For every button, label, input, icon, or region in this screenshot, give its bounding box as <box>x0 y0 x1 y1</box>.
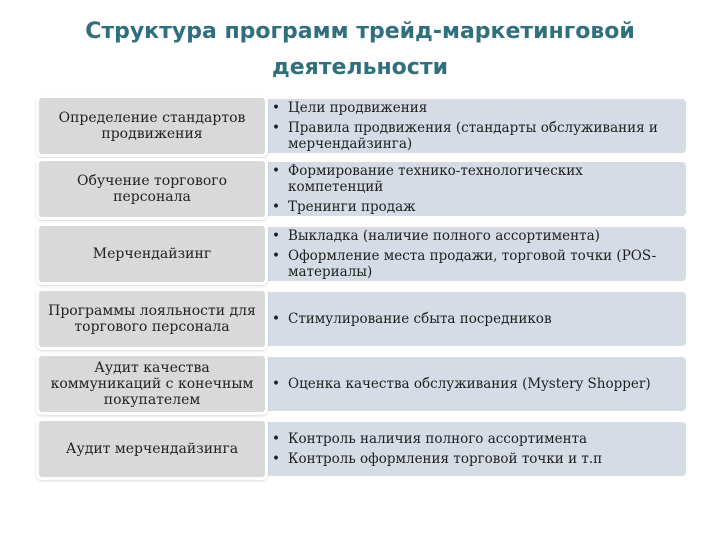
row-category <box>36 223 268 285</box>
row-details <box>256 162 686 216</box>
row-merchandising-audit <box>36 418 686 480</box>
bullet-item: • Формирование технико-технологических компетенций <box>288 163 676 195</box>
row-category-label: Аудит мерчендайзинга <box>65 441 239 457</box>
row-category-label: Мерчендайзинг <box>92 246 212 262</box>
row-details <box>256 292 686 346</box>
bullet-item: • Контроль оформления торговой точки и т.п <box>288 451 676 467</box>
bullet-item: • Стимулирование сбыта посредников <box>288 311 676 327</box>
row-category <box>36 158 268 220</box>
row-details <box>256 99 686 153</box>
bullet-item: • Контроль наличия полного ассортимента <box>288 431 676 447</box>
row-details <box>256 227 686 281</box>
row-category-label: Определение стандартов продвижения <box>58 110 246 142</box>
bullet-item: • Выкладка (наличие полного ассортимента) <box>288 228 676 244</box>
bullet-item: • Правила продвижения (стандарты обслуживания и мерчендайзинга) <box>288 120 676 152</box>
row-category <box>36 418 268 480</box>
bullet-item: • Тренинги продаж <box>288 199 676 215</box>
title-line-2: деятельности <box>271 55 449 80</box>
row-category <box>36 353 268 415</box>
row-communication-audit <box>36 353 686 415</box>
page-title <box>0 14 720 86</box>
row-category-label: Обучение торгового персонала <box>76 173 228 205</box>
bullet-item: • Цели продвижения <box>288 100 676 116</box>
bullet-item: • Оценка качества обслуживания (Mystery Shopper) <box>288 376 676 392</box>
row-details <box>256 357 686 411</box>
title-line-1: Структура программ трейд-маркетинговой <box>85 19 635 44</box>
row-details <box>256 422 686 476</box>
row-loyalty-programs <box>36 288 686 350</box>
row-category-label: Аудит качества коммуникаций с конечным покупателем <box>50 360 254 408</box>
row-category-label: Программы лояльности для торгового персонала <box>48 303 256 335</box>
row-category <box>36 95 268 157</box>
row-category <box>36 288 268 350</box>
row-merchandising <box>36 223 686 285</box>
row-promotion-standards <box>36 95 686 157</box>
row-staff-training <box>36 158 686 220</box>
bullet-item: • Оформление места продажи, торговой точки (POS-материалы) <box>288 248 676 280</box>
